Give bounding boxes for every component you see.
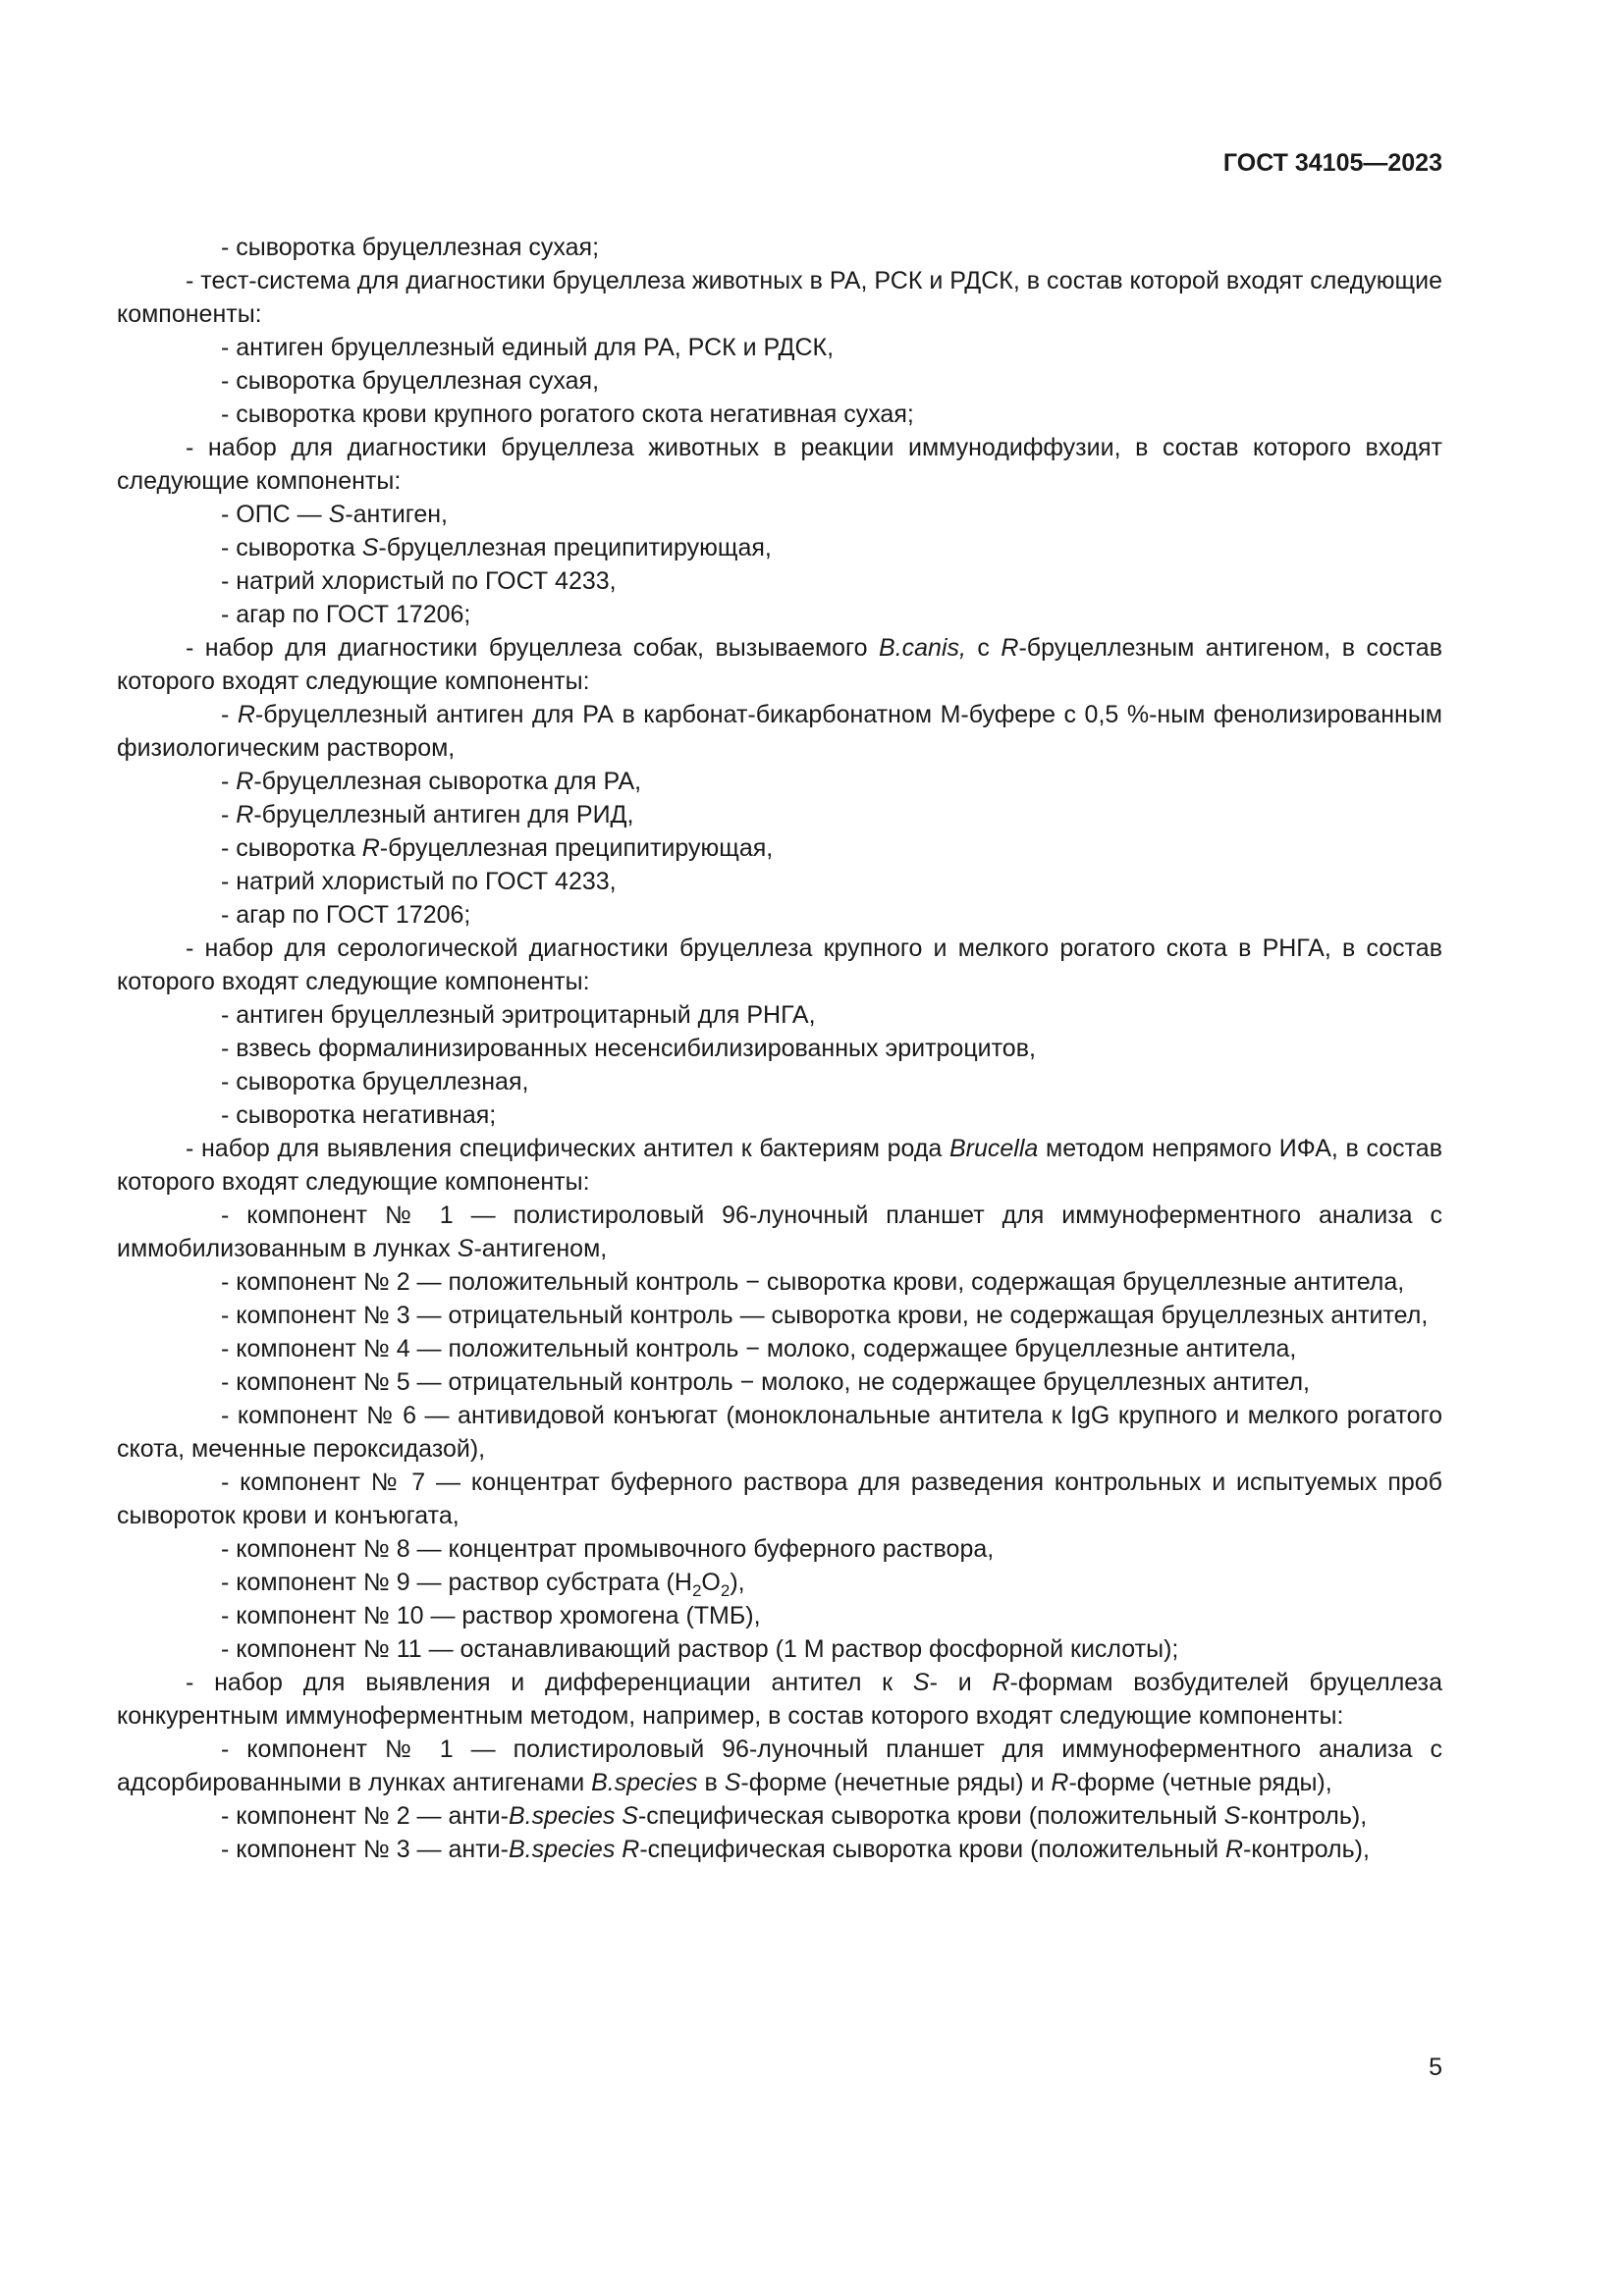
list-item-component: - компонент № 7 — концентрат буферного раствора для разведения контрольных и испытуемых проб сывороток крови и конъюгата, bbox=[117, 1468, 1442, 1529]
list-item-component: - компонент № 1 — полистироловый 96-луночный планшет для иммуноферментного анализа с иммобилизованным в лунках S-антигеном, bbox=[117, 1201, 1442, 1262]
list-item-component: - компонент № 10 — раствор хромогена (ТМБ), bbox=[221, 1602, 761, 1629]
document-header: ГОСТ 34105—2023 bbox=[1222, 149, 1442, 177]
list-item-component: - компонент № 11 — останавливающий раствор (1 М раствор фосфорной кислоты); bbox=[221, 1635, 1179, 1663]
list-item-kit: - набор для выявления и дифференциации антител к S- и R-формам возбудителей бруцеллеза конкурентным иммуноферментным методом, например, в состав которого входят следующие компоненты: bbox=[117, 1669, 1442, 1730]
list-item-component: - компонент № 1 — полистироловый 96-луночный планшет для иммуноферментного анализа с адсорбированными в лунках антигенами B.species в S-форме (нечетные ряды) и R-форме (четные ряды), bbox=[117, 1735, 1442, 1796]
list-item-component: - компонент № 5 — отрицательный контроль − молоко, не содержащее бруцеллезных антител, bbox=[221, 1368, 1310, 1396]
list-item-component: - компонент № 3 — отрицательный контроль — сыворотка крови, не содержащая бруцеллезных антител, bbox=[221, 1302, 1429, 1329]
list-item-component: - компонент № 6 — антивидовой конъюгат (моноклональные антитела к IgG крупного и мелкого рогатого скота, меченные пероксидазой), bbox=[117, 1402, 1442, 1463]
list-item-component: - сыворотка бруцеллезная сухая, bbox=[221, 367, 600, 395]
list-item-kit: - тест-система для диагностики бруцеллеза животных в РА, РСК и РДСК, в состав которой входят следующие компоненты: bbox=[117, 267, 1442, 328]
list-item-kit: - набор для выявления специфических антител к бактериям рода Brucella методом непрямого ИФА, в состав которого входят следующие компоненты: bbox=[117, 1135, 1442, 1196]
list-item-kit: - набор для диагностики бруцеллеза животных в реакции иммунодиффузии, в состав которого входят следующие компоненты: bbox=[117, 434, 1442, 495]
list-item-component: - R-бруцеллезный антиген для РИД, bbox=[221, 801, 634, 828]
list-item-component: - компонент № 2 — анти-B.species S-специфическая сыворотка крови (положительный S-контроль), bbox=[221, 1802, 1368, 1830]
list-item-component: - сыворотка негативная; bbox=[221, 1101, 497, 1129]
list-item-component: - натрий хлористый по ГОСТ 4233, bbox=[221, 868, 617, 895]
list-item-component: - агар по ГОСТ 17206; bbox=[221, 601, 471, 628]
list-item-component: - R-бруцеллезная сыворотка для РА, bbox=[221, 768, 642, 795]
list-item-component: - антиген бруцеллезный эритроцитарный для РНГА, bbox=[221, 1001, 816, 1029]
list-item-component: - R-бруцеллезный антиген для РА в карбонат-бикарбонатном М-буфере с 0,5 %-ным фенолизированным физиологическим раствором, bbox=[117, 701, 1442, 762]
list-item-component: - взвесь формалинизированных несенсибилизированных эритроцитов, bbox=[221, 1035, 1036, 1062]
list-item-component: - сыворотка бруцеллезная, bbox=[221, 1068, 529, 1095]
list-item-component: - компонент № 8 — концентрат промывочного буферного раствора, bbox=[221, 1535, 995, 1563]
list-item-component: - компонент № 9 — раствор субстрата $(H_2O_2)$, bbox=[221, 1569, 745, 1600]
list-item-component: - антиген бруцеллезный единый для РА, РСК и РДСК, bbox=[221, 334, 835, 361]
list-item-component: - сыворотка крови крупного рогатого скота негативная сухая; bbox=[221, 400, 914, 428]
list-item-component: - компонент № 2 — положительный контроль − сыворотка крови, содержащая бруцеллезные антитела, bbox=[221, 1268, 1405, 1296]
list-item-component: - компонент № 3 — анти-B.species R-специфическая сыворотка крови (положительный R-контроль), bbox=[221, 1836, 1370, 1863]
list-item-component: - ОПС — S-антиген, bbox=[221, 501, 449, 528]
list-item-kit: - набор для серологической диагностики бруцеллеза крупного и мелкого рогатого скота в РНГА, в состав которого входят следующие компоненты: bbox=[117, 934, 1442, 995]
list-item-component: - сыворотка R-бруцеллезная преципитирующая, bbox=[221, 834, 774, 862]
document-body bbox=[117, 231, 1442, 1866]
list-item-component: - натрий хлористый по ГОСТ 4233, bbox=[221, 567, 617, 595]
list-item-component: - агар по ГОСТ 17206; bbox=[221, 901, 471, 929]
list-item-component: - компонент № 4 — положительный контроль − молоко, содержащее бруцеллезные антитела, bbox=[221, 1335, 1297, 1362]
list-item-kit: - набор для диагностики бруцеллеза собак, вызываемого B.canis, с R-бруцеллезным антигеном, в состав которого входят следующие компоненты: bbox=[117, 634, 1442, 695]
page-number: 5 bbox=[1429, 2054, 1442, 2081]
list-item-component: - сыворотка бруцеллезная сухая; bbox=[221, 234, 600, 261]
list-item-component: - сыворотка S-бруцеллезная преципитирующая, bbox=[221, 534, 772, 561]
